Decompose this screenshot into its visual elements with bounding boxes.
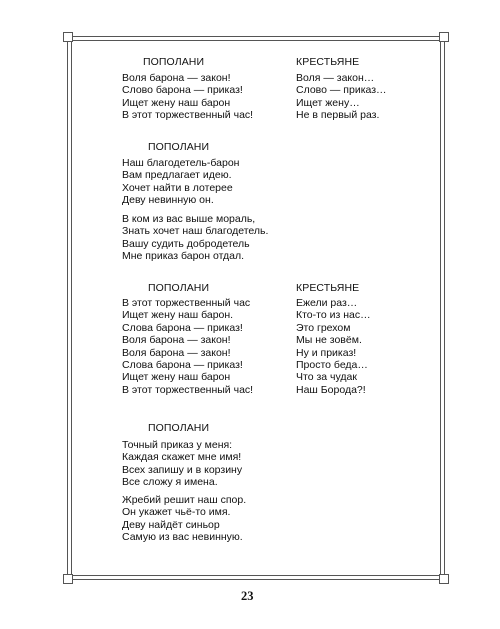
lyric-line: Кто-то из нас… <box>296 309 371 322</box>
lyric-line: Воля — закон… <box>296 72 375 84</box>
border-corner-ornament <box>63 32 73 42</box>
lyrics-stanza <box>122 494 246 544</box>
speaker-heading-krestyane: КРЕСТЬЯНЕ <box>296 56 360 68</box>
lyric-line: Воля барона — закон! <box>122 346 231 359</box>
lyrics-stanza <box>122 213 268 263</box>
border-corner-ornament <box>439 574 449 584</box>
lyric-line: Ежели раз… <box>296 297 358 309</box>
lyric-line: Слова барона — приказ! <box>122 321 243 334</box>
lyrics-stanza <box>296 297 371 396</box>
lyric-line: Самую из вас невинную. <box>122 531 243 544</box>
lyric-line: Это грехом <box>296 321 351 334</box>
lyric-line: В этот торжественный час! <box>122 109 254 122</box>
lyric-line: Ну и приказ! <box>296 346 357 359</box>
lyrics-stanza <box>122 157 239 207</box>
lyric-line: Слова барона — приказ! <box>122 359 243 372</box>
speaker-heading-popolani: ПОПОЛАНИ <box>148 422 210 434</box>
lyrics-stanza <box>296 72 387 122</box>
lyric-line: Мне приказ барон отдал. <box>122 250 245 263</box>
border-corner-ornament <box>439 32 449 42</box>
lyrics-stanza <box>122 72 253 122</box>
lyric-line: Воля барона — закон! <box>122 72 231 84</box>
lyric-line: Воля барона — закон! <box>122 334 231 347</box>
lyric-line: Знать хочет наш благодетель. <box>122 225 269 238</box>
lyric-line: Ищет жену наш барон. <box>122 309 234 322</box>
speaker-heading-popolani: ПОПОЛАНИ <box>148 282 210 294</box>
lyric-line: Вашу судить добродетель <box>122 237 250 250</box>
lyric-line: Он укажет чьё-то имя. <box>122 506 231 519</box>
lyric-line: Просто беда… <box>296 359 368 372</box>
lyric-line: В этот торжественный час <box>122 297 251 309</box>
page-number: 23 <box>241 589 254 603</box>
lyric-line: Деву невинную он. <box>122 194 214 207</box>
lyric-line: Вам предлагает идею. <box>122 169 232 182</box>
lyric-line: Всех запишу и в корзину <box>122 463 243 476</box>
lyric-line: Не в первый раз. <box>296 109 380 122</box>
lyric-line: Наш благодетель-барон <box>122 157 240 169</box>
speaker-heading-popolani: ПОПОЛАНИ <box>148 141 210 153</box>
lyric-line: Ищет жену… <box>296 96 360 109</box>
lyrics-stanza <box>122 297 253 396</box>
lyric-line: Каждая скажет мне имя! <box>122 451 242 464</box>
lyric-line: В этот торжественный час! <box>122 383 254 396</box>
lyric-line: Слово барона — приказ! <box>122 84 243 97</box>
lyric-line: Ищет жену наш барон <box>122 96 231 109</box>
lyric-line: Все сложу я имена. <box>122 476 218 489</box>
lyric-line: Наш Борода?! <box>296 383 366 396</box>
speaker-heading-krestyane: КРЕСТЬЯНЕ <box>296 282 360 294</box>
lyric-line: Точный приказ у меня: <box>122 439 233 451</box>
lyric-line: Хочет найти в лотерее <box>122 181 233 194</box>
lyric-line: Деву найдёт синьор <box>122 518 220 531</box>
lyric-line: Слово — приказ… <box>296 84 387 97</box>
lyric-line: Мы не зовём. <box>296 334 362 347</box>
speaker-heading-popolani: ПОПОЛАНИ <box>143 56 205 68</box>
lyric-line: В ком из вас выше мораль, <box>122 213 256 225</box>
border-corner-ornament <box>63 574 73 584</box>
lyrics-stanza <box>122 439 242 489</box>
lyric-line: Ищет жену наш барон <box>122 371 231 384</box>
lyric-line: Жребий решит наш спор. <box>122 494 247 506</box>
lyric-line: Что за чудак <box>296 371 357 384</box>
